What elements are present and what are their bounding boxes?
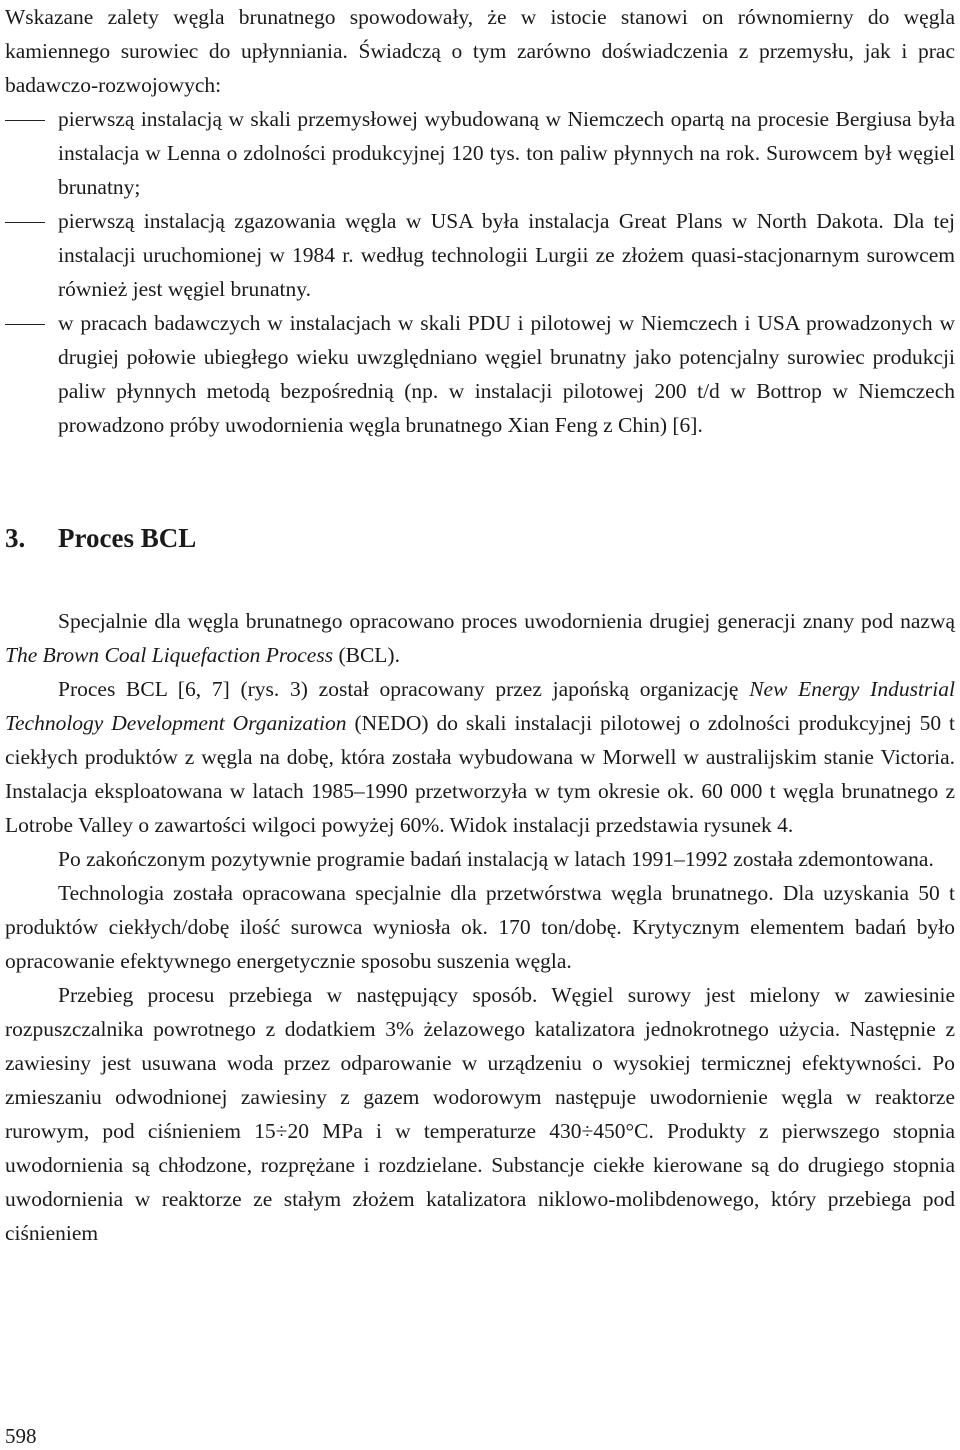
intro-paragraph: Wskazane zalety węgla brunatnego spowodowały, że w istocie stanowi on równomierny do węgla kamiennego surowiec do upłynniania. Świadczą o tym zarówno doświadczenia z przemysłu, jak i prac badawczo-rozwojowych: xyxy=(5,5,955,97)
bullet-item xyxy=(5,306,955,442)
paragraph: Przebieg procesu przebiega w następujący sposób. Węgiel surowy jest mielony w zawiesinie rozpuszczalnika powrotnego z dodatkiem 3% żelazowego katalizatora jednokrotnego użycia. Następnie z zawiesiny jest usuwana woda przez odparowanie w urządzeniu o wysokiej termicznej efektywności. Po zmieszaniu odwodnionej zawiesiny z gazem wodorowym następuje uwodornienie węgla w reaktorze rurowym, pod ciśnieniem 15÷20 MPa i w temperaturze 430÷450°C. Produkty z pierwszego stopnia uwodornienia są chłodzone, rozprężane i rozdzielane. Substancje ciekłe kierowane są do drugiego stopnia uwodornienia w reaktorze ze stałym złożem katalizatora niklowo-molibdenowego, który przebiega pod ciśnieniem xyxy=(5,983,955,1245)
paragraph: Po zakończonym pozytywnie programie badań instalacją w latach 1991–1992 została zdemontowana. xyxy=(58,847,934,871)
italic-run: The Brown Coal Liquefaction Process xyxy=(5,643,334,667)
bullet-item xyxy=(5,204,955,306)
text-run: Proces BCL [6, 7] (rys. 3) został opracowany przez japońską organizację xyxy=(58,677,750,701)
paragraph xyxy=(5,672,955,842)
page-number: 598 xyxy=(5,1424,37,1448)
bullet-text: pierwszą instalacją w skali przemysłowej wybudowaną w Niemczech opartą na procesie Bergiusa była instalacja w Lenna o zdolności produkcyjnej 120 tys. ton paliw płynnych na rok. Surowcem był węgiel brunatny; xyxy=(58,107,955,199)
section-number: 3. xyxy=(5,523,26,553)
paragraph xyxy=(5,604,955,672)
paragraph: Technologia została opracowana specjalnie dla przetwórstwa węgla brunatnego. Dla uzyskania 50 t produktów ciekłych/dobę ilość surowca wyniosła ok. 170 ton/dobę. Krytycznym elementem badań było opracowanie efektywnego energetycznie sposobu suszenia węgla. xyxy=(5,881,955,973)
page-content xyxy=(5,0,955,1250)
text-run: (NEDO) do skali instalacji pilotowej o zdolności produkcyjnej 50 t ciekłych produktów z węgla na dobę, która została wybudowana w Morwell w australijskim stanie Victoria. Instalacja eksploatowana w latach 1985–1990 przetworzyła w tym okresie ok. 60 000 t węgla brunatnego z Lotrobe Valley o zawartości wilgoci powyżej 60%. Widok instalacji przedstawia rysunek 4. xyxy=(5,711,955,837)
italic-run: New Energy Industrial Technology Development Organization xyxy=(5,677,955,735)
bullet-item xyxy=(5,102,955,204)
text-run: (BCL). xyxy=(333,643,400,667)
section-heading xyxy=(5,521,955,555)
bullet-text: pierwszą instalacją zgazowania węgla w USA była instalacja Great Plans w North Dakota. Dla tej instalacji uruchomionej w 1984 r. według technologii Lurgii ze złożem quasi-stacjonarnym surowcem również jest węgiel brunatny. xyxy=(58,209,955,301)
bullet-text: w pracach badawczych w instalacjach w skali PDU i pilotowej w Niemczech i USA prowadzonych w drugiej połowie ubiegłego wieku uwzględniano węgiel brunatny jako potencjalny surowiec produkcji paliw płynnych metodą bezpośrednią (np. w instalacji pilotowej 200 t/d w Bottrop w Niemczech prowadzono próby uwodornienia węgla brunatnego Xian Feng z Chin) [6]. xyxy=(58,311,955,437)
text-run: Specjalnie dla węgla brunatnego opracowano proces uwodornienia drugiej generacji znany pod nazwą xyxy=(58,609,955,633)
section-title: Proces BCL xyxy=(58,523,197,553)
